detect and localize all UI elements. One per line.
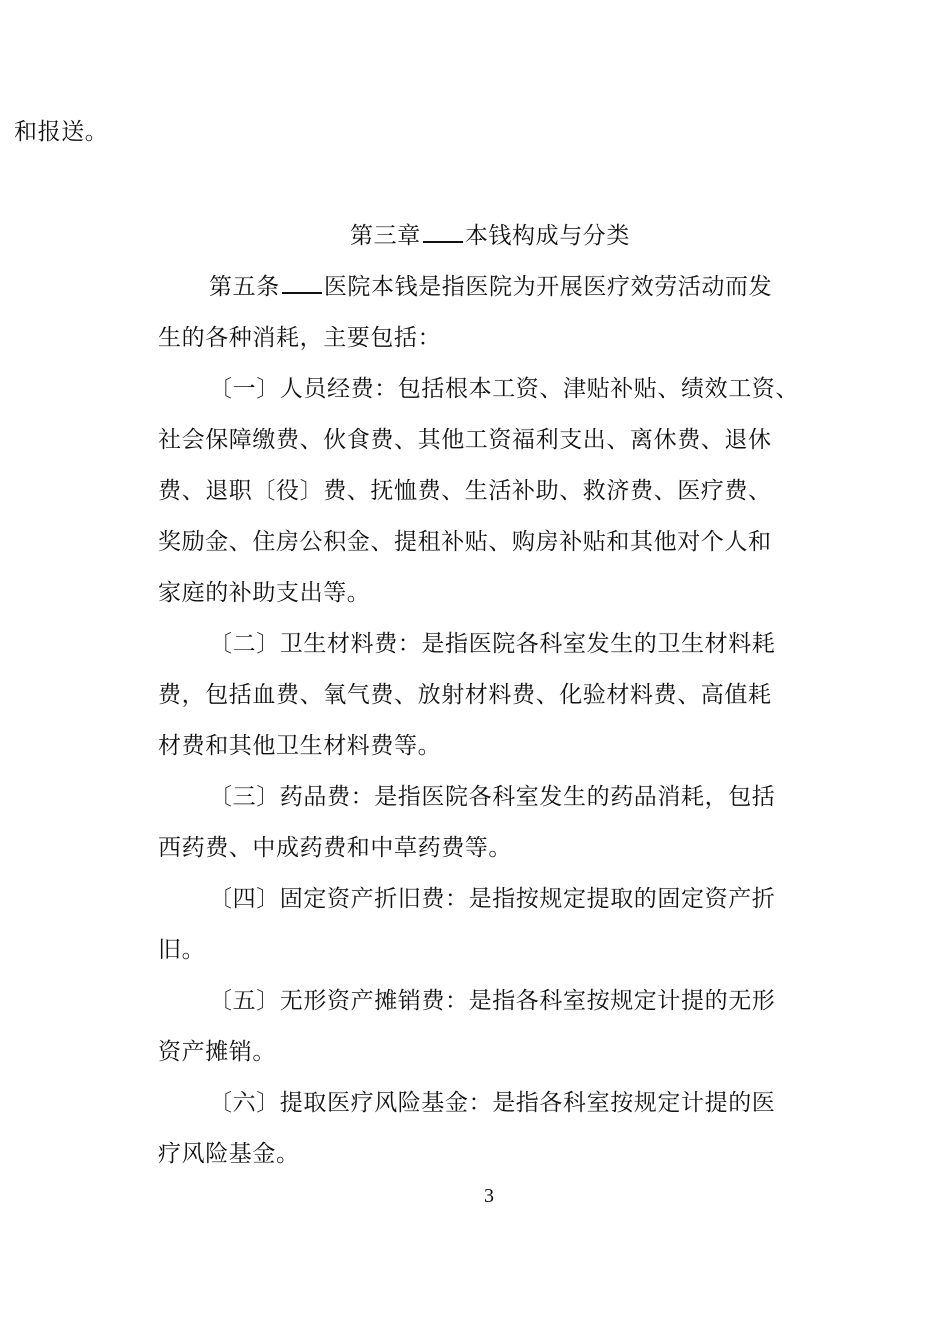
item-5-line: 资产摊销。 bbox=[158, 1039, 276, 1065]
item-4-line: 旧。 bbox=[158, 937, 206, 963]
article-text: 医院本钱是指医院为开展医疗效劳活动而发 bbox=[323, 274, 773, 300]
item-1-line: 费、退职〔役〕费、抚恤费、生活补助、救济费、医疗费、 bbox=[158, 478, 772, 504]
item-6-line: 疗风险基金。 bbox=[158, 1141, 300, 1167]
item-2-line: 费，包括血费、氧气费、放射材料费、化验材料费、高值耗 bbox=[158, 682, 772, 708]
article-5-heading bbox=[209, 272, 772, 302]
heading-underline bbox=[423, 223, 463, 243]
item-6-line: 〔六〕提取医疗风险基金：是指各科室按规定计提的医 bbox=[209, 1090, 776, 1116]
tail-line: 和报送。 bbox=[14, 119, 109, 145]
item-3-line: 西药费、中成药费和中草药费等。 bbox=[158, 835, 512, 861]
chapter-title: 本钱构成与分类 bbox=[464, 223, 631, 249]
heading-underline bbox=[282, 274, 322, 294]
item-2-line: 材费和其他卫生材料费等。 bbox=[158, 733, 442, 759]
page-number: 3 bbox=[484, 1185, 494, 1207]
article-number: 第五条 bbox=[209, 274, 280, 300]
item-1-line: 社会保障缴费、伙食费、其他工资福利支出、离休费、退休 bbox=[158, 427, 772, 453]
item-1-line: 家庭的补助支出等。 bbox=[158, 580, 371, 606]
chapter-number: 第三章 bbox=[350, 223, 421, 249]
item-5-line: 〔五〕无形资产摊销费：是指各科室按规定计提的无形 bbox=[209, 988, 776, 1014]
item-3-line: 〔三〕药品费：是指医院各科室发生的药品消耗，包括 bbox=[209, 784, 776, 810]
item-1-line: 〔一〕人员经费：包括根本工资、津贴补贴、绩效工资、 bbox=[209, 376, 799, 402]
item-2-line: 〔二〕卫生材料费：是指医院各科室发生的卫生材料耗 bbox=[209, 631, 776, 657]
item-4-line: 〔四〕固定资产折旧费：是指按规定提取的固定资产折 bbox=[209, 886, 776, 912]
chapter-heading bbox=[350, 221, 630, 251]
item-1-line: 奖励金、住房公积金、提租补贴、购房补贴和其他对个人和 bbox=[158, 529, 772, 555]
article-5-line: 生的各种消耗，主要包括： bbox=[158, 325, 442, 351]
